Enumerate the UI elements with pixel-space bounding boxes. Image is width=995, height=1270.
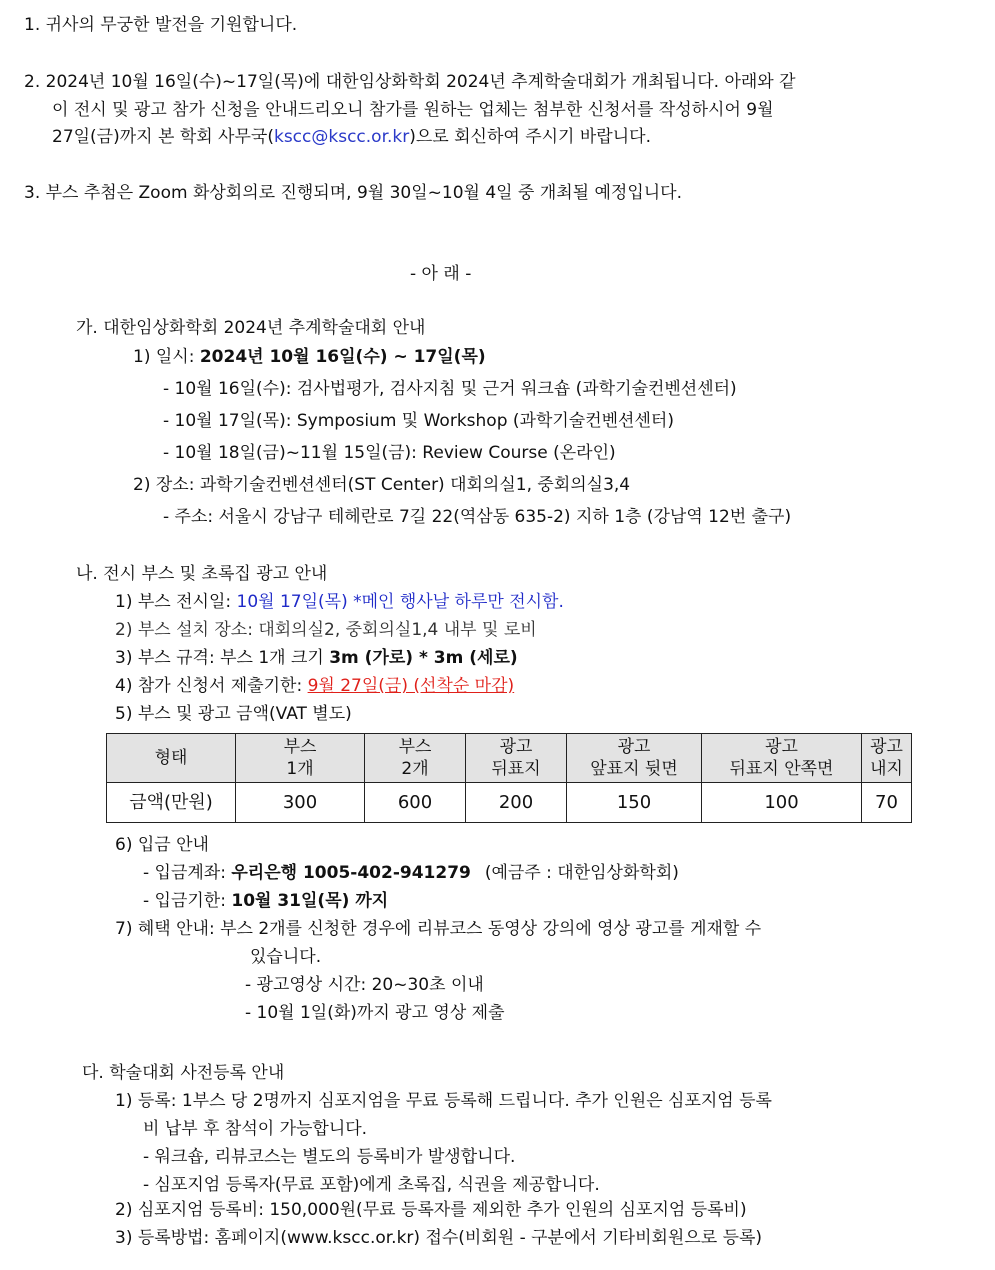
section-da-title: 다. 학술대회 사전등록 안내 <box>82 1063 285 1083</box>
registration-info-cont: 비 납부 후 참석이 가능합니다. <box>143 1119 368 1139</box>
header-booth-2: 부스 2개 <box>365 734 466 783</box>
event-venue: 2) 장소: 과학기술컨벤션센터(ST Center) 대회의실1, 중회의실3,4 <box>133 475 631 495</box>
schedule-review-course: - 10월 18일(금)~11월 15일(금): Review Course (온라인) <box>163 443 616 463</box>
ad-video-length: - 광고영상 시간: 20~30초 이내 <box>245 975 484 995</box>
intro-paragraph-3: 3. 부스 추첨은 Zoom 화상회의로 진행되며, 9월 30일~10월 4일 중 개최될 예정입니다. <box>24 183 683 203</box>
section-separator: - 아 래 - <box>410 264 472 284</box>
registration-info: 1) 등록: 1부스 당 2명까지 심포지엄을 무료 등록해 드립니다. 추가 인원은 심포지엄 등록 <box>115 1091 772 1111</box>
workshop-fee-note: - 워크숍, 리뷰코스는 별도의 등록비가 발생합니다. <box>143 1147 516 1167</box>
fee-value: 200 <box>466 783 567 823</box>
booth-size-value: 3m (가로) * 3m (세로) <box>329 648 518 668</box>
header-front-inside: 광고 앞표지 뒷면 <box>567 734 702 783</box>
payment-info-title: 6) 입금 안내 <box>115 835 209 855</box>
schedule-day-1: - 10월 16일(수): 검사법평가, 검사지침 및 근거 워크숍 (과학기술컨벤션센터) <box>163 379 737 399</box>
booth-exhibit-date <box>115 590 564 614</box>
booth-exhibit-date-value: 10월 17일(목) *메인 행사날 하루만 전시함. <box>236 592 564 612</box>
intro-paragraph-1: 1. 귀사의 무궁한 발전을 기원합니다. <box>24 15 298 35</box>
event-date-value: 2024년 10월 16일(수) ~ 17일(목) <box>199 347 486 367</box>
symposium-fee: 2) 심포지엄 등록비: 150,000원(무료 등록자를 제외한 추가 인원의 심포지엄 등록비) <box>115 1200 747 1220</box>
fee-value: 300 <box>236 783 365 823</box>
event-date-label: 1) 일시: <box>133 347 200 367</box>
header-booth-1: 부스 1개 <box>236 734 365 783</box>
venue-address: - 주소: 서울시 강남구 테헤란로 7길 22(역삼동 635-2) 지하 1층 (강남역 12번 출구) <box>163 507 792 527</box>
fee-value: 150 <box>567 783 702 823</box>
application-deadline-value: 9월 27일(금) (선착순 마감) <box>307 676 515 696</box>
registration-method: 3) 등록방법: 홈페이지(www.kscc.or.kr) 접수(비회원 - 구분에서 기타비회원으로 등록) <box>115 1228 763 1248</box>
booth-location: 2) 부스 설치 장소: 대회의실2, 중회의실1,4 내부 및 로비 <box>115 620 537 640</box>
booth-size-label: 3) 부스 규격: 부스 1개 크기 <box>115 648 330 668</box>
intro-paragraph-2-line-1: 2. 2024년 10월 16일(수)~17일(목)에 대한임상화학회 2024년 추계학술대회가 개최됩니다. 아래와 같 <box>24 72 796 92</box>
payment-deadline-value: 10월 31일(목) 까지 <box>231 891 389 911</box>
header-inner-page: 광고 내지 <box>862 734 912 783</box>
benefit-info: 7) 혜택 안내: 부스 2개를 신청한 경우에 리뷰코스 동영상 강의에 영상 광고를 게재할 수 <box>115 919 762 939</box>
booth-size <box>115 646 518 670</box>
fee-table-row <box>107 783 912 823</box>
bank-account-label: - 입금계좌: <box>143 863 232 883</box>
header-back-inside: 광고 뒤표지 안쪽면 <box>702 734 862 783</box>
intro-paragraph-2-text: 27일(금)까지 본 학회 사무국( <box>52 127 274 147</box>
intro-paragraph-2-line-3 <box>52 125 651 149</box>
header-back-cover: 광고 뒤표지 <box>466 734 567 783</box>
fee-value: 600 <box>365 783 466 823</box>
booth-exhibit-date-label: 1) 부스 전시일: <box>115 592 237 612</box>
intro-paragraph-2-text-end: )으로 회신하여 주시기 바랍니다. <box>409 127 651 147</box>
fee-table-header-row <box>107 734 912 783</box>
fee-value: 100 <box>702 783 862 823</box>
fee-table <box>106 733 912 823</box>
bank-account <box>143 861 679 885</box>
fee-value: 70 <box>862 783 912 823</box>
bank-account-value: 우리은행 1005-402-941279 <box>231 863 471 883</box>
schedule-day-2: - 10월 17일(목): Symposium 및 Workshop (과학기술컨벤션센터) <box>163 411 674 431</box>
application-deadline <box>115 674 514 698</box>
payment-deadline <box>143 889 388 913</box>
registrant-benefit-note: - 심포지엄 등록자(무료 포함)에게 초록집, 식권을 제공합니다. <box>143 1175 600 1195</box>
section-ga-title: 가. 대한임상화학회 2024년 추계학술대회 안내 <box>76 318 426 338</box>
fee-row-label: 금액(만원) <box>107 783 236 823</box>
fee-table-caption: 5) 부스 및 광고 금액(VAT 별도) <box>115 704 352 724</box>
ad-video-deadline: - 10월 1일(화)까지 광고 영상 제출 <box>245 1003 505 1023</box>
event-date <box>133 345 486 369</box>
benefit-info-cont: 있습니다. <box>250 947 322 967</box>
intro-paragraph-2-line-2: 이 전시 및 광고 참가 신청을 안내드리오니 참가를 원하는 업체는 첨부한 신청서를 작성하시어 9월 <box>52 100 774 120</box>
payment-deadline-label: - 입금기한: <box>143 891 232 911</box>
fee-table-corner: 형태 <box>107 734 236 783</box>
office-email-link[interactable]: kscc@kscc.or.kr <box>273 127 410 147</box>
section-na-title: 나. 전시 부스 및 초록집 광고 안내 <box>76 564 328 584</box>
account-holder: (예금주 : 대한임상화학회) <box>484 863 679 883</box>
application-deadline-label: 4) 참가 신청서 제출기한: <box>115 676 308 696</box>
